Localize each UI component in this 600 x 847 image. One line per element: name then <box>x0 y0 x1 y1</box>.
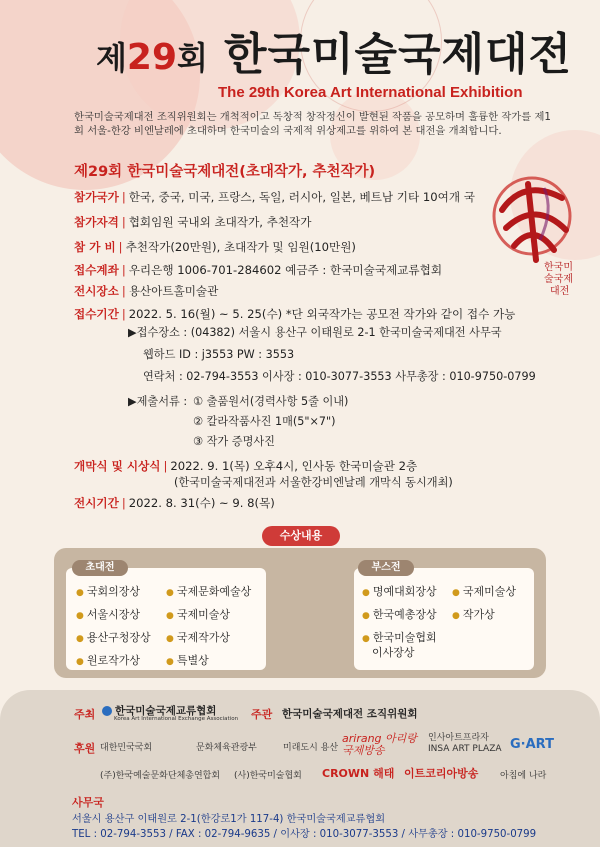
info-title: 제29회 한국미술국제대전(초대작가, 추천작가) <box>74 164 376 180</box>
edition-prefix: 제 <box>96 39 127 77</box>
doc-item: ② 칼라작품사진 1매(5"×7") <box>193 415 336 428</box>
sponsor-logo: 이트코리아방송 <box>404 767 479 780</box>
award-item: ● 작가상 <box>452 608 495 621</box>
host-logo: 한국미술국제교류협회 <box>102 703 216 718</box>
award-item: ● 국제미술상 <box>166 608 230 621</box>
sponsor-logo: 미래도시 용산 <box>283 743 339 753</box>
docs-label: ▶제출서류 : <box>128 395 188 408</box>
award-item: ● 서울시장상 <box>76 608 140 621</box>
award-item: ● 국제문화예술상 <box>166 585 252 598</box>
title-english: The 29th Korea Art International Exhibition <box>218 84 523 101</box>
row-exhibition: 전시기간 | 2022. 8. 31(수) ~ 9. 8(목) <box>74 496 275 510</box>
opening-note: (한국미술국제대전과 서울한강비엔날레 개막식 동시개최) <box>174 476 453 489</box>
row-participants: 참가국가 | 한국, 중국, 미국, 프랑스, 독일, 러시아, 일본, 베트남 기타 10여개 국 <box>74 190 475 204</box>
webhard-info: 웹하드 ID : j3553 PW : 3553 <box>143 348 295 361</box>
office-title: 사무국 <box>72 796 104 809</box>
emblem-text-line: 대전 <box>550 286 570 297</box>
edition-number: 29 <box>126 37 178 78</box>
sponsor-logo: CROWN 해태 <box>322 767 395 780</box>
title-korean: 한국미술국제대전 <box>223 29 572 80</box>
emblem-text-line: 술국제 <box>544 274 573 285</box>
award-item: ● 한국미술협회 <box>362 631 437 644</box>
row-qualification: 참가자격 | 협회임원 국내외 초대작가, 추천작가 <box>74 215 312 229</box>
edition-suffix: 회 <box>177 39 208 77</box>
office-contacts: TEL : 02-794-3553 / FAX : 02-794-9635 / 이사장 : 010-3077-3553 / 사무총장 : 010-9750-0799 <box>72 829 537 840</box>
sponsor-logo: 인사아트프라자 INSA ART PLAZA <box>428 733 502 754</box>
sponsor-logo: 대한민국국회 <box>100 743 153 753</box>
contact-info: 연락처 : 02-794-3553 이사장 : 010-3077-3553 사무총장 : 010-9750-0799 <box>143 370 536 383</box>
row-opening: 개막식 및 시상식 | 2022. 9. 1(목) 오후4시, 인사동 한국미술관 2층 <box>74 459 418 473</box>
doc-item: ③ 작가 증명사진 <box>193 435 275 448</box>
award-item: ● 특별상 <box>166 654 209 667</box>
poster-title <box>96 18 572 82</box>
sponsor-logo: G·ART <box>510 737 554 752</box>
host-label: 주최 <box>74 708 96 721</box>
sponsor-logo: 문화체육관광부 <box>196 743 257 753</box>
doc-item: ① 출품원서(경력사항 5줄 이내) <box>193 395 349 408</box>
award-item: ● 국회의장상 <box>76 585 140 598</box>
sponsor-logo: 아침에 나라 <box>500 771 547 781</box>
award-item: ● 국제미술상 <box>452 585 516 598</box>
manage-label: 주관 <box>251 708 273 721</box>
award-item: ● 명예대회장상 <box>362 585 437 598</box>
award-item: ● 국제작가상 <box>166 631 230 644</box>
awards-title: 수상내용 <box>262 526 340 546</box>
sponsor-logo: (사)한국미술협회 <box>234 771 302 781</box>
award-item: ● 용산구청장상 <box>76 631 151 644</box>
manage-org: 한국미술국제대전 조직위원회 <box>282 708 418 720</box>
exhibition-emblem <box>484 170 584 300</box>
award-item: ● 한국예총장상 <box>362 608 437 621</box>
invited-awards-tag: 초대전 <box>72 560 128 576</box>
row-fee: 참 가 비 | 추천작가(20만원), 초대작가 및 임원(10만원) <box>74 240 356 254</box>
booth-awards-tag: 부스전 <box>358 560 414 576</box>
emblem-text-line: 한국미 <box>544 262 573 273</box>
intro-text: 한국미술국제대전 조직위원회는 개척적이고 독창적 창작정신이 발현된 작품을 공모하며 훌륭한 작가를 제1회 서울-한강 비엔날레에 초대하며 한국미술의 국제적 위상제고를 위하여 본 대전을 개최합니다. <box>74 111 551 137</box>
award-item: ● 원로작가상 <box>76 654 140 667</box>
row-period: 접수기간 | 2022. 5. 16(월) ~ 5. 25(수) *단 외국작가는 공모전 작가와 같이 접수 가능 <box>74 307 516 321</box>
row-venue: 전시장소 | 용산아트홀미술관 <box>74 284 219 298</box>
office-address: 서울시 용산구 이태원로 2-1(한강로1가 117-4) 한국미술국제교류협회 <box>72 814 386 825</box>
sponsor-label: 후원 <box>74 742 96 755</box>
sponsor-logo: (주)한국예술문화단체총연합회 <box>100 771 221 781</box>
award-item: 이사장상 <box>372 646 415 659</box>
host-english: Korea Art International Exchange Association <box>114 716 239 722</box>
sponsor-logo: arirang 아리랑국제방송 <box>342 732 417 757</box>
row-account: 접수계좌 | 우리은행 1006-701-284602 예금주 : 한국미술국제교류협회 <box>74 263 443 277</box>
reception-place: ▶접수장소 : (04382) 서울시 용산구 이태원로 2-1 한국미술국제대전 사무국 <box>128 326 502 339</box>
